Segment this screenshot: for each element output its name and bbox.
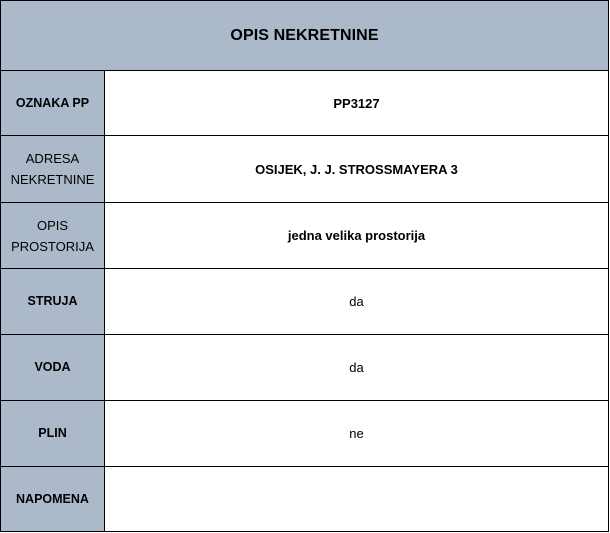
label-voda: VODA [1, 335, 105, 401]
title-row [1, 1, 609, 71]
label-plin: PLIN [1, 401, 105, 467]
value-struja[interactable]: da [105, 269, 609, 335]
value-plin[interactable]: ne [105, 401, 609, 467]
value-adresa-nekretnine[interactable]: OSIJEK, J. J. STROSSMAYERA 3 [105, 136, 609, 203]
table-title [1, 1, 609, 71]
table-row [1, 136, 609, 203]
value-opis-prostorija[interactable]: jedna velika prostorija [105, 203, 609, 269]
value-napomena[interactable] [105, 467, 609, 532]
value-voda[interactable]: da [105, 335, 609, 401]
table-row [1, 335, 609, 401]
table-row [1, 269, 609, 335]
table-row [1, 401, 609, 467]
label-opis-prostorija: OPIS PROSTORIJA [1, 203, 105, 269]
table-title-text: OPIS NEKRETNINE [230, 26, 379, 44]
label-struja: STRUJA [1, 269, 105, 335]
table-row [1, 203, 609, 269]
label-oznaka-pp: OZNAKA PP [1, 71, 105, 136]
table-row [1, 71, 609, 136]
label-adresa-nekretnine: ADRESA NEKRETNINE [1, 136, 105, 203]
table-row [1, 467, 609, 532]
label-napomena: NAPOMENA [1, 467, 105, 532]
value-oznaka-pp[interactable]: PP3127 [105, 71, 609, 136]
